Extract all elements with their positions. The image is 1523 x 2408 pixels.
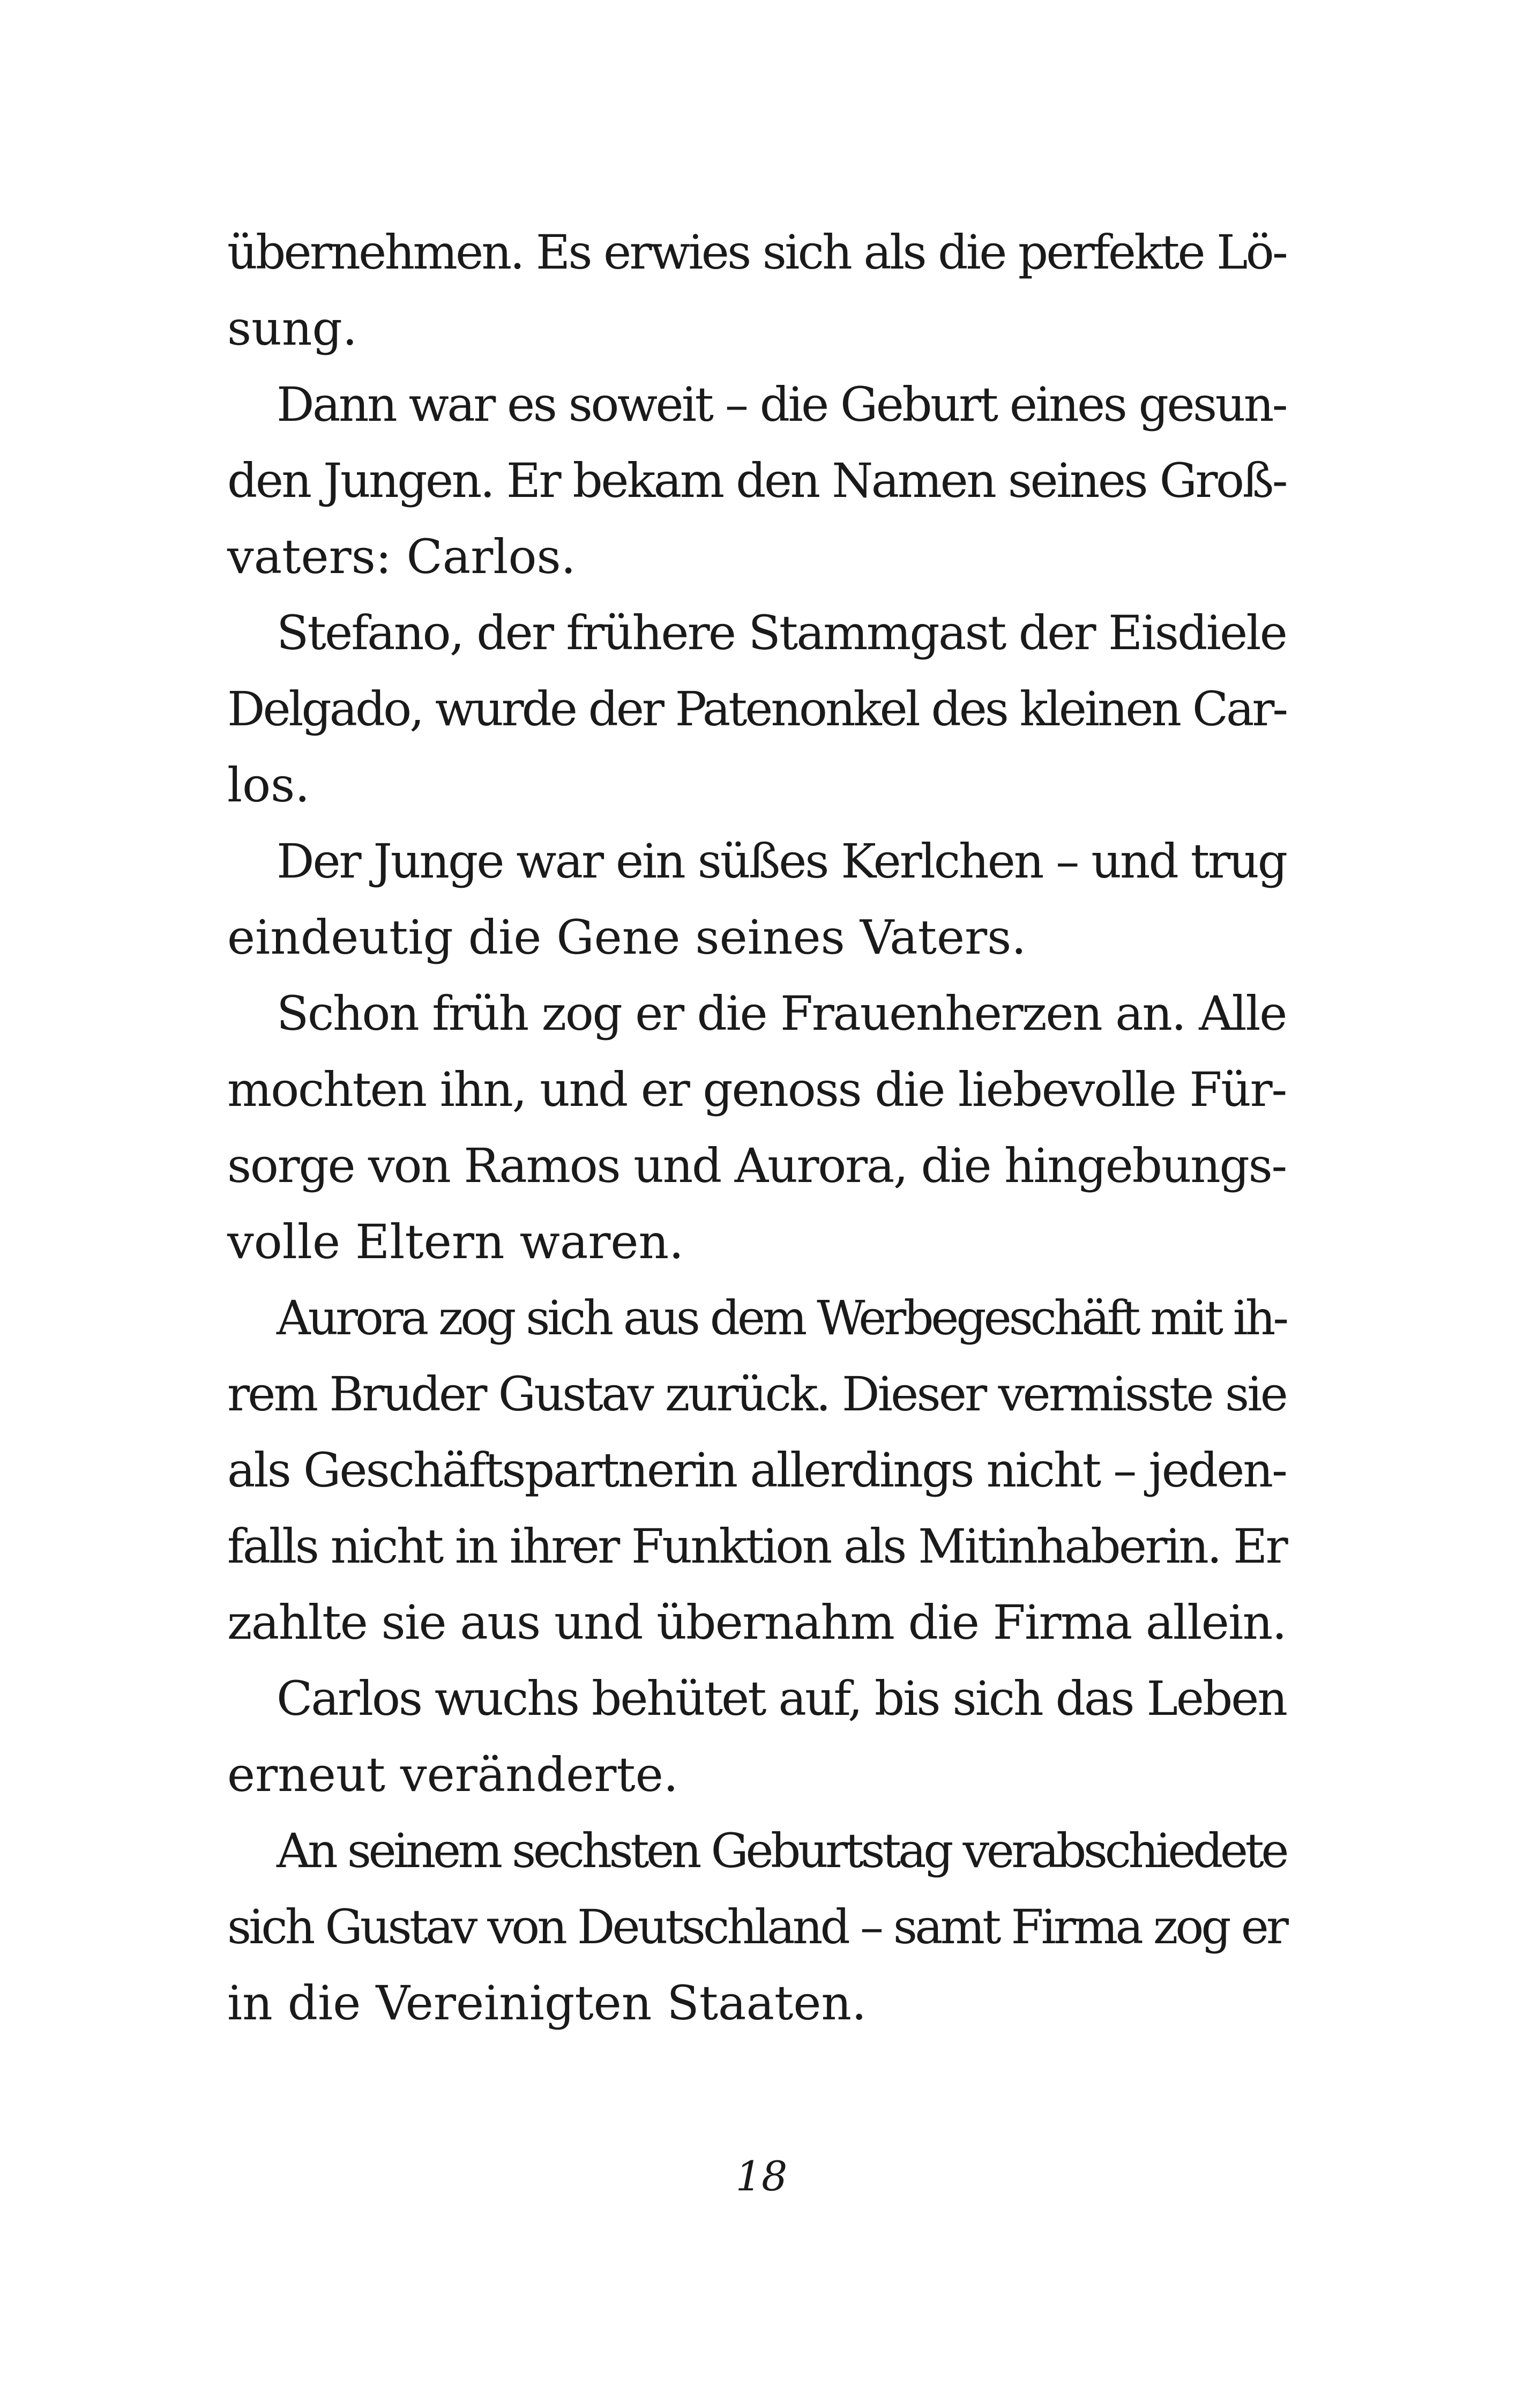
- text-line: Stefano, der frühere Stammgast der Eisdiele: [277, 605, 1287, 660]
- text-line: als Geschäftspartnerin allerdings nicht – jeden-: [227, 1443, 1286, 1498]
- text-line: Aurora zog sich aus dem Werbegeschäft mit ih-: [277, 1290, 1286, 1346]
- text-line: Delgado, wurde der Patenonkel des kleinen Car-: [227, 681, 1286, 737]
- text-line: falls nicht in ihrer Funktion als Mitinhaberin. Er: [227, 1519, 1286, 1574]
- text-line: in die Vereinigten Staaten.: [227, 1975, 867, 2031]
- text-line: sorge von Ramos und Aurora, die hingebungs-: [227, 1138, 1287, 1193]
- text-line: sung.: [227, 301, 357, 356]
- text-line: mochten ihn, und er genoss die liebevolle Für-: [227, 1062, 1286, 1117]
- text-line: sich Gustav von Deutschland – samt Firma zog er: [227, 1899, 1286, 1954]
- text-line: zahlte sie aus und übernahm die Firma allein.: [227, 1595, 1286, 1650]
- text-line: Der Junge war ein süßes Kerlchen – und trug: [277, 834, 1286, 889]
- text-line: Carlos wuchs behütet auf, bis sich das Leben: [277, 1671, 1286, 1726]
- text-line: rem Bruder Gustav zurück. Dieser vermisste sie: [227, 1366, 1286, 1422]
- text-line: An seinem sechsten Geburtstag verabschiedete: [277, 1823, 1286, 1878]
- text-line: volle Eltern waren.: [227, 1214, 684, 1269]
- paragraph: [227, 1280, 1286, 1661]
- paragraph: [227, 1661, 1286, 1813]
- paragraph: [227, 214, 1286, 367]
- text-line: Dann war es soweit – die Geburt eines gesun-: [277, 377, 1286, 432]
- paragraph: [227, 1813, 1286, 2041]
- text-line: Schon früh zog er die Frauenherzen an. Alle: [277, 986, 1287, 1041]
- text-line: übernehmen. Es erwies sich als die perfekte Lö-: [227, 225, 1286, 280]
- text-line: den Jungen. Er bekam den Namen seines Groß-: [227, 453, 1287, 508]
- body-text: [227, 214, 1286, 2041]
- paragraph: [227, 823, 1286, 976]
- paragraph: [227, 976, 1286, 1280]
- text-line: los.: [227, 757, 310, 813]
- text-line: vaters: Carlos.: [227, 529, 576, 584]
- text-line: erneut veränderte.: [227, 1747, 678, 1802]
- paragraph: [227, 595, 1286, 823]
- text-line: eindeutig die Gene seines Vaters.: [227, 910, 1027, 965]
- page-number: 18: [735, 2152, 788, 2200]
- paragraph: [227, 367, 1286, 595]
